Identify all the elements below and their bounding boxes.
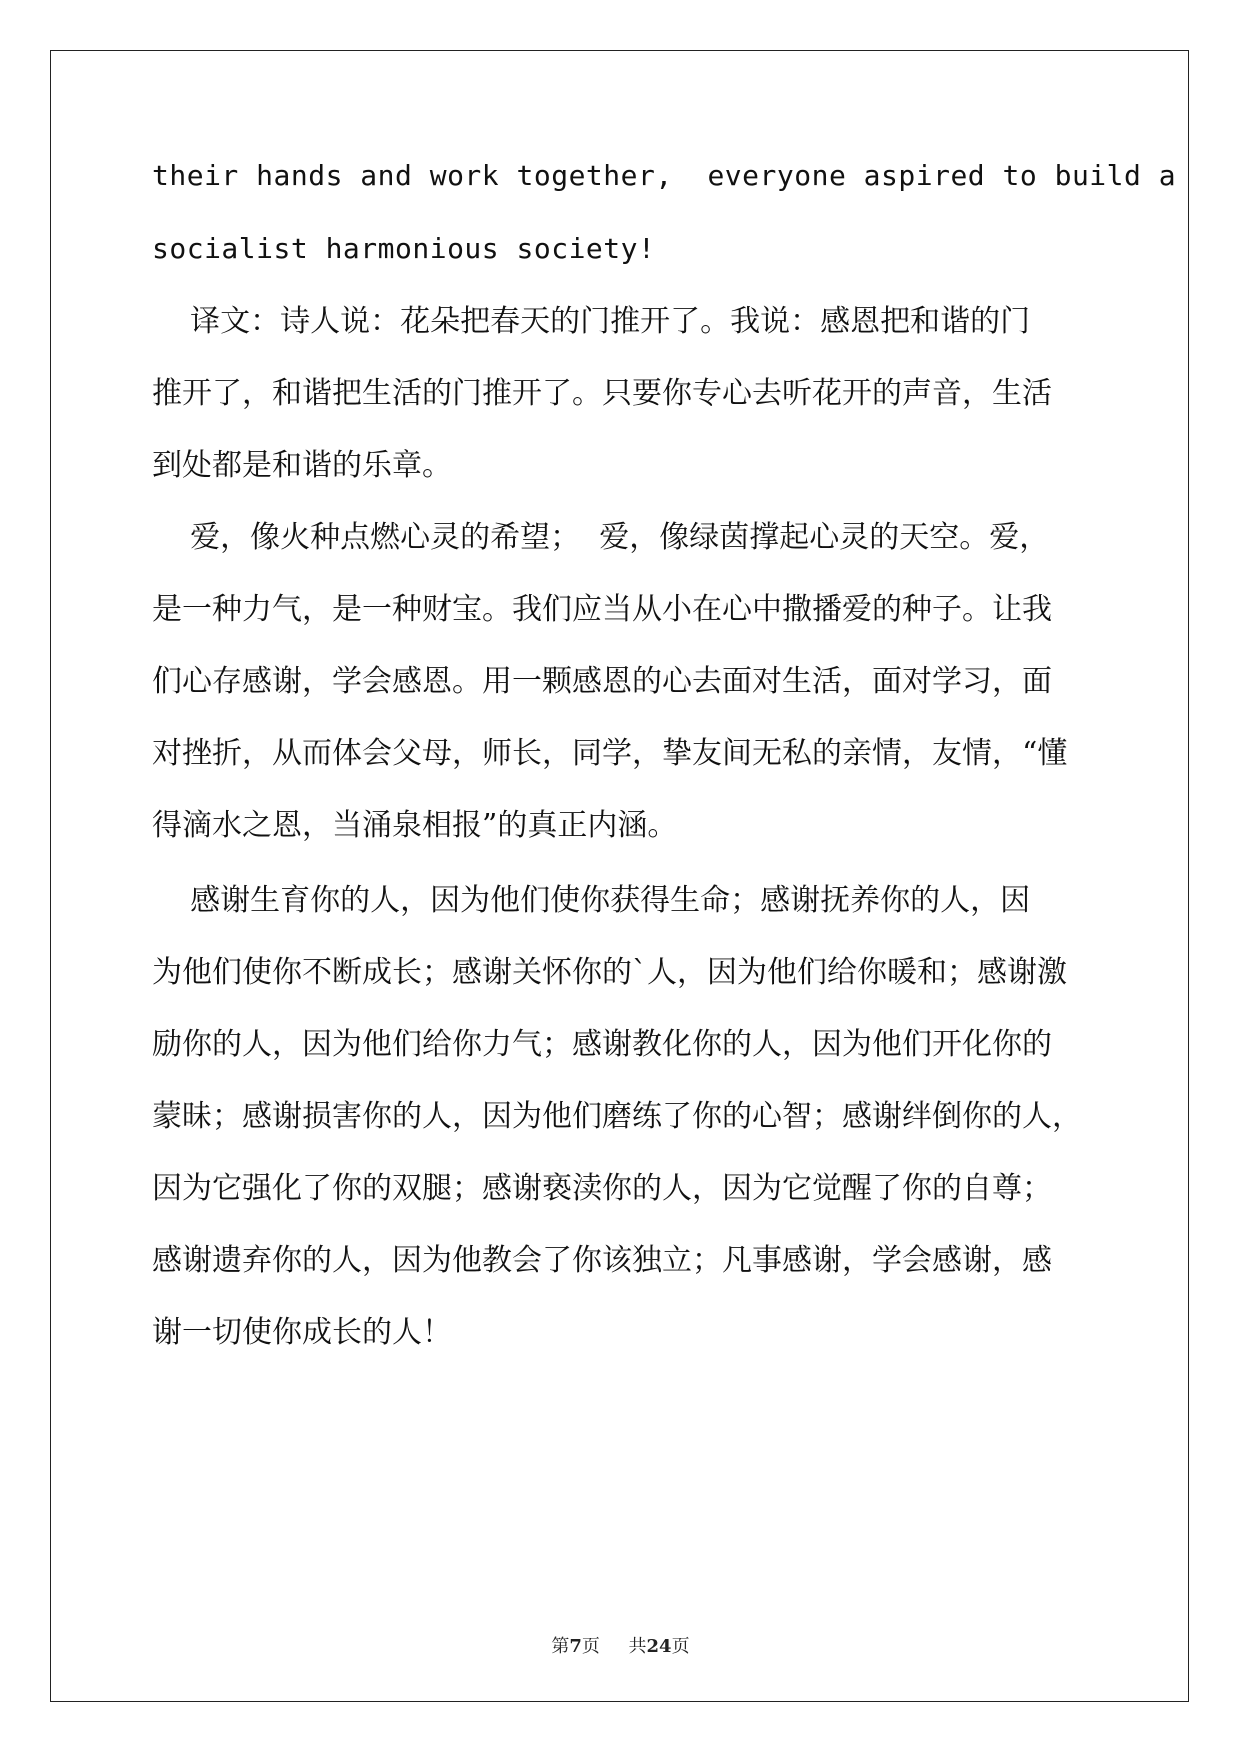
page-prefix: 第 xyxy=(551,1636,570,1657)
text-line: 为他们使你不断成长；感谢关怀你的`人，因为他们给你暖和；感谢激 xyxy=(152,955,1067,990)
text-line: 们心存感谢，学会感恩。用一颗感恩的心去面对生活，面对学习，面 xyxy=(152,664,1052,699)
text-line: 译文：诗人说：花朵把春天的门推开了。我说：感恩把和谐的门 xyxy=(152,304,1031,339)
text-line: their hands and work together, everyone aspired to build a xyxy=(152,159,1177,192)
text-line: 谢一切使你成长的人！ xyxy=(152,1315,452,1350)
text-line: 爱，像火种点燃心灵的希望； 爱，像绿茵撑起心灵的天空。爱， xyxy=(152,520,1050,555)
text-line: 感谢生育你的人，因为他们使你获得生命；感谢抚养你的人，因 xyxy=(152,883,1031,918)
text-line: 得滴水之恩，当涌泉相报”的真正内涵。 xyxy=(152,808,678,843)
text-line: 励你的人，因为他们给你力气；感谢教化你的人，因为他们开化你的 xyxy=(152,1027,1052,1062)
text-line: 到处都是和谐的乐章。 xyxy=(152,448,452,483)
total-suffix: 页 xyxy=(671,1636,690,1657)
text-line: socialist harmonious society! xyxy=(152,232,656,265)
text-line: 蒙昧；感谢损害你的人，因为他们磨练了你的心智；感谢绊倒你的人， xyxy=(152,1099,1082,1134)
text-line: 是一种力气，是一种财宝。我们应当从小在心中撒播爱的种子。让我 xyxy=(152,592,1052,627)
total-prefix: 共 xyxy=(628,1636,647,1657)
page-current: 7 xyxy=(569,1636,582,1657)
page-suffix: 页 xyxy=(581,1636,600,1657)
text-line: 因为它强化了你的双腿；感谢亵渎你的人，因为它觉醒了你的自尊； xyxy=(152,1171,1052,1206)
text-line: 感谢遗弃你的人，因为他教会了你该独立；凡事感谢，学会感谢，感 xyxy=(152,1243,1052,1278)
text-line: 对挫折，从而体会父母，师长，同学，挚友间无私的亲情，友情，“懂 xyxy=(152,736,1068,771)
page-total: 24 xyxy=(646,1636,672,1657)
text-line: 推开了，和谐把生活的门推开了。只要你专心去听花开的声音，生活 xyxy=(152,376,1052,411)
page-footer xyxy=(0,1632,1241,1658)
page-frame xyxy=(50,50,1189,1702)
